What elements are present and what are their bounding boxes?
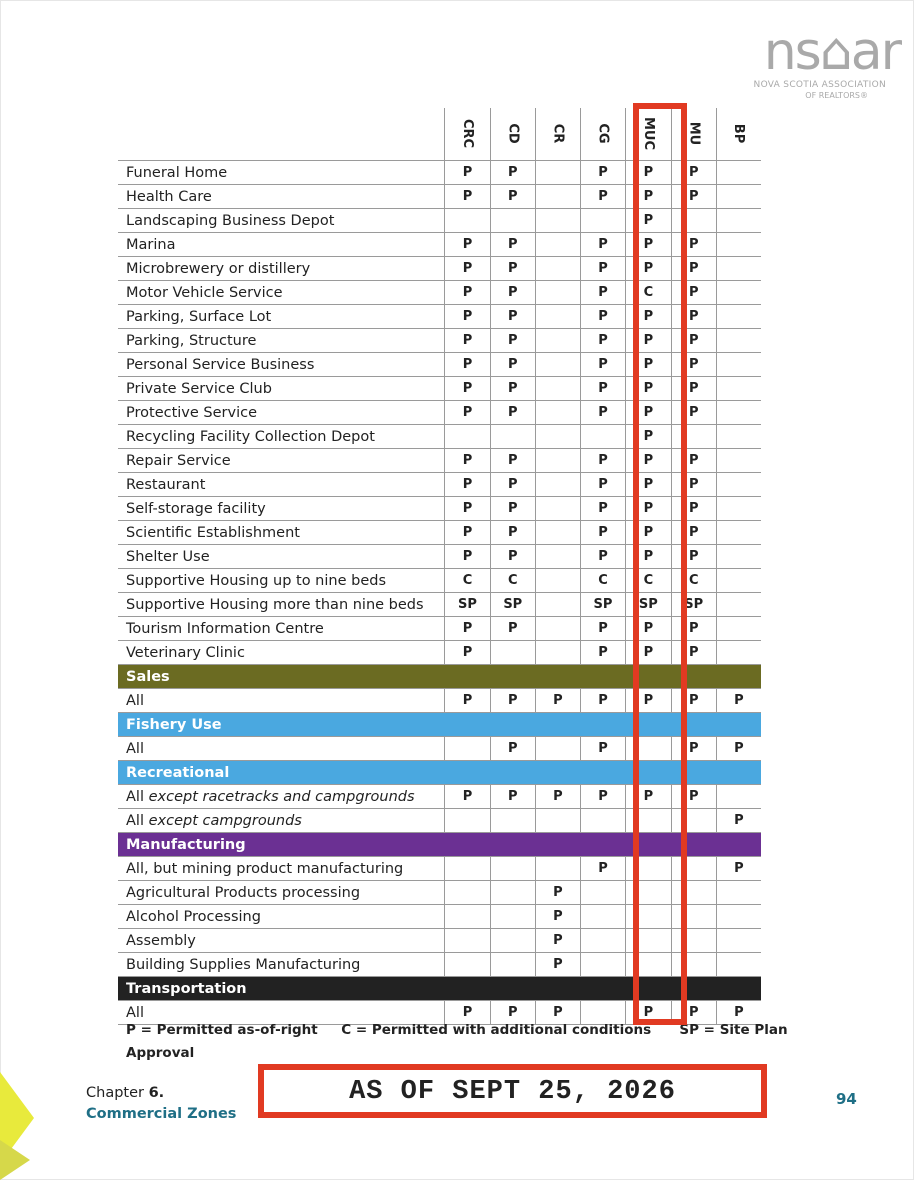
permission-cell-cr [535,305,580,329]
column-header-label: CG [595,123,611,144]
permission-cell-cg: P [580,281,625,305]
permission-cell-crc: P [445,185,490,209]
permission-cell-crc: P [445,257,490,281]
permission-cell-cd [490,953,535,977]
chapter-label [86,1085,164,1101]
use-label-text: Supportive Housing more than nine beds [126,596,424,613]
date-stamp: AS OF SEPT 25, 2026 [258,1064,767,1118]
permission-cell-cg: P [580,257,625,281]
permission-cell-cd: SP [490,593,535,617]
permission-cell-muc: P [626,209,672,233]
permission-cell-muc: P [626,641,672,665]
permission-cell-cg: P [580,785,625,809]
permission-cell-crc [445,905,490,929]
use-label [118,401,445,425]
permission-cell-bp: P [716,737,761,761]
permission-cell-cd: P [490,545,535,569]
category-label: Fishery Use [118,713,761,737]
permission-cell-muc: P [626,329,672,353]
column-header-label: MUC [640,116,656,151]
use-label [118,161,445,185]
use-label [118,497,445,521]
permission-cell-cg: P [580,185,625,209]
permission-cell-muc: P [626,1001,672,1025]
permission-cell-bp [716,497,761,521]
use-label-text: Landscaping Business Depot [126,212,335,229]
permission-cell-bp [716,401,761,425]
use-label-text: Restaurant [126,476,206,493]
permission-cell-crc: P [445,1001,490,1025]
use-label-text: Alcohol Processing [126,908,261,925]
use-label [118,905,445,929]
permission-cell-mu: P [671,1001,716,1025]
permission-cell-bp [716,209,761,233]
permission-cell-cg: P [580,233,625,257]
logo-mark: ns⌂ar [763,22,900,82]
use-label-text: Tourism Information Centre [126,620,324,637]
permission-cell-mu: P [671,545,716,569]
permission-cell-cr [535,257,580,281]
permission-cell-muc: C [626,281,672,305]
permission-cell-bp [716,569,761,593]
permission-cell-cd: P [490,449,535,473]
permission-cell-cr [535,521,580,545]
use-label [118,809,445,833]
permission-cell-cg [580,425,625,449]
permission-cell-cr [535,185,580,209]
permission-cell-muc: P [626,185,672,209]
permission-cell-cd [490,929,535,953]
permission-cell-cr [535,233,580,257]
category-label: Transportation [118,977,761,1001]
muc-column-highlight [633,103,687,1025]
permission-cell-cr [535,545,580,569]
permission-cell-muc: P [626,617,672,641]
chapter-number: 6. [148,1085,165,1101]
permission-cell-cd: C [490,569,535,593]
permission-cell-crc: P [445,401,490,425]
permission-cell-muc: P [626,545,672,569]
column-header-label: BP [731,123,747,144]
permission-cell-muc: P [626,305,672,329]
permission-cell-mu: P [671,785,716,809]
permission-cell-cd: P [490,521,535,545]
permission-cell-bp [716,593,761,617]
use-label-text: Funeral Home [126,164,228,181]
permission-cell-crc: P [445,545,490,569]
permission-cell-muc: P [626,233,672,257]
permission-cell-bp [716,473,761,497]
nsar-logo [740,24,900,100]
permission-cell-cg: P [580,617,625,641]
permission-cell-bp [716,161,761,185]
permission-cell-cg: P [580,377,625,401]
permission-cell-bp [716,353,761,377]
permission-cell-cr [535,809,580,833]
use-label [118,641,445,665]
permission-cell-mu: P [671,689,716,713]
column-header-crc [445,108,490,161]
permission-cell-crc: P [445,161,490,185]
permission-cell-cr [535,209,580,233]
permission-cell-cr [535,161,580,185]
permission-cell-bp: P [716,857,761,881]
permission-cell-crc: C [445,569,490,593]
permission-cell-cd: P [490,233,535,257]
permission-cell-cd: P [490,737,535,761]
permission-cell-crc [445,953,490,977]
permission-cell-bp [716,281,761,305]
use-label [118,593,445,617]
category-label: Recreational [118,761,761,785]
permission-cell-crc [445,425,490,449]
permission-cell-mu: SP [671,593,716,617]
permission-cell-muc: SP [626,593,672,617]
permission-cell-cr: P [535,1001,580,1025]
use-label [118,689,445,713]
use-label [118,233,445,257]
permission-cell-cg: C [580,569,625,593]
permission-cell-bp [716,449,761,473]
permission-cell-crc: P [445,785,490,809]
column-header-bp [716,108,761,161]
permission-cell-cg: P [580,473,625,497]
permission-cell-bp [716,305,761,329]
permission-cell-cg [580,1001,625,1025]
column-header-label: MU [686,121,702,146]
legend-line-1: P = Permitted as-of-right C = Permitted with additional conditions SP = Site Plan [126,1022,788,1038]
chapter-prefix: Chapter [86,1085,149,1101]
permission-cell-crc: P [445,233,490,257]
permission-cell-cd: P [490,185,535,209]
page-number: 94 [836,1090,857,1108]
use-label [118,569,445,593]
permission-cell-crc: P [445,497,490,521]
permission-cell-cg [580,881,625,905]
permission-cell-bp [716,953,761,977]
permission-cell-cr [535,353,580,377]
permission-cell-muc: P [626,497,672,521]
use-label-text: Protective Service [126,404,257,421]
permission-cell-cd: P [490,281,535,305]
use-label [118,281,445,305]
permission-cell-cg [580,905,625,929]
column-header-label: CD [505,123,521,144]
permission-cell-cr [535,473,580,497]
permission-cell-bp: P [716,1001,761,1025]
permission-cell-mu: P [671,305,716,329]
use-label-text: Health Care [126,188,212,205]
permission-cell-cd [490,641,535,665]
permission-cell-mu: P [671,497,716,521]
permission-cell-cd: P [490,689,535,713]
permission-cell-bp [716,329,761,353]
use-label-text: Repair Service [126,452,231,469]
permission-cell-crc [445,929,490,953]
permission-cell-cg: P [580,305,625,329]
permission-cell-cd [490,809,535,833]
category-label: Manufacturing [118,833,761,857]
permission-cell-mu: P [671,281,716,305]
permission-cell-mu: C [671,569,716,593]
use-label-qualifier: except campgrounds [148,812,302,829]
permission-cell-muc: P [626,449,672,473]
permission-cell-crc: P [445,617,490,641]
permission-cell-cd: P [490,377,535,401]
use-label-text: Parking, Surface Lot [126,308,272,325]
permission-cell-cr: P [535,929,580,953]
permission-cell-cg: P [580,545,625,569]
use-label [118,353,445,377]
permission-cell-cd [490,857,535,881]
permission-cell-cd: P [490,1001,535,1025]
permission-cell-cr [535,449,580,473]
permission-cell-cd: P [490,329,535,353]
permission-cell-cd: P [490,497,535,521]
permission-cell-mu: P [671,641,716,665]
permission-cell-mu: P [671,353,716,377]
use-label-text: Supportive Housing up to nine beds [126,572,387,589]
permission-cell-cd: P [490,353,535,377]
permission-cell-crc [445,209,490,233]
use-label [118,857,445,881]
permission-cell-muc: P [626,425,672,449]
use-label [118,953,445,977]
permission-cell-muc: P [626,257,672,281]
use-label-text: Scientific Establishment [126,524,300,541]
use-label-text: All [126,812,149,829]
permission-cell-mu: P [671,233,716,257]
permission-cell-crc: P [445,521,490,545]
permission-cell-cg: P [580,449,625,473]
permission-cell-cg: P [580,329,625,353]
permission-cell-cr [535,401,580,425]
permission-cell-mu: P [671,329,716,353]
permission-cell-bp [716,881,761,905]
permission-cell-crc: P [445,305,490,329]
permission-cell-cr [535,617,580,641]
permission-cell-cd [490,425,535,449]
use-label [118,521,445,545]
permission-cell-cg [580,209,625,233]
permission-cell-cd: P [490,617,535,641]
permission-cell-bp [716,545,761,569]
use-label-text: Agricultural Products processing [126,884,361,901]
use-label [118,305,445,329]
permission-cell-muc: P [626,689,672,713]
permission-cell-crc [445,857,490,881]
permission-cell-mu: P [671,161,716,185]
logo-line-2: OF REALTORS® [805,91,868,100]
legend-line-2: Approval [126,1045,195,1061]
use-label-text: All [126,1004,144,1021]
permission-cell-cg: P [580,353,625,377]
use-label [118,377,445,401]
column-header-label: CRC [459,118,475,149]
category-label: Sales [118,665,761,689]
permission-cell-bp [716,425,761,449]
use-label-text: All [126,788,149,805]
permission-cell-bp [716,521,761,545]
permission-cell-bp [716,185,761,209]
permission-cell-crc [445,737,490,761]
permission-cell-muc: P [626,473,672,497]
permission-cell-crc: P [445,473,490,497]
permission-cell-crc: P [445,329,490,353]
use-label-text: Shelter Use [126,548,210,565]
permission-cell-cd: P [490,305,535,329]
use-label-text: Parking, Structure [126,332,257,349]
decorative-triangle-lower [0,1140,30,1180]
permission-cell-muc: P [626,377,672,401]
use-label-text: Microbrewery or distillery [126,260,311,277]
use-label-text: Motor Vehicle Service [126,284,283,301]
permission-cell-crc: P [445,641,490,665]
permission-cell-mu: P [671,185,716,209]
permission-cell-crc: P [445,353,490,377]
permission-cell-mu: P [671,521,716,545]
use-label-text: Veterinary Clinic [126,644,245,661]
permission-cell-muc: P [626,785,672,809]
use-label-text: Building Supplies Manufacturing [126,956,361,973]
permission-cell-bp [716,641,761,665]
use-label [118,929,445,953]
use-label-qualifier: except racetracks and campgrounds [148,788,415,805]
permission-cell-cr [535,329,580,353]
permission-cell-bp: P [716,689,761,713]
permission-cell-cd: P [490,401,535,425]
permission-cell-muc: P [626,401,672,425]
permission-cell-cg: P [580,497,625,521]
permission-cell-muc: P [626,353,672,377]
permission-cell-bp [716,905,761,929]
use-label [118,209,445,233]
permission-cell-cg: P [580,161,625,185]
column-header-cr [535,108,580,161]
permission-cell-cg [580,953,625,977]
permission-cell-crc: P [445,689,490,713]
use-label [118,617,445,641]
permission-cell-cr [535,377,580,401]
permission-cell-cd: P [490,473,535,497]
permission-cell-cr [535,641,580,665]
permission-cell-bp [716,785,761,809]
permission-cell-cg: P [580,737,625,761]
permission-cell-cr: P [535,905,580,929]
permission-cell-mu: P [671,401,716,425]
use-label [118,425,445,449]
permission-cell-cg [580,809,625,833]
use-label [118,449,445,473]
permission-cell-crc [445,881,490,905]
permission-cell-muc: C [626,569,672,593]
use-label-text: All, but mining product manufacturing [126,860,404,877]
header-blank [118,108,445,161]
permission-cell-mu: P [671,377,716,401]
use-label-text: All [126,692,144,709]
permission-cell-cr [535,737,580,761]
permission-cell-cg: P [580,857,625,881]
permission-cell-bp [716,257,761,281]
permission-cell-mu: P [671,617,716,641]
use-label-text: Private Service Club [126,380,272,397]
permission-cell-cd: P [490,161,535,185]
permission-cell-crc: P [445,449,490,473]
permission-cell-bp: P [716,809,761,833]
use-label [118,785,445,809]
column-header-cd [490,108,535,161]
permission-cell-cr [535,857,580,881]
use-label [118,545,445,569]
permission-cell-cr [535,569,580,593]
column-header-label: CR [550,123,566,144]
permission-cell-cd [490,881,535,905]
permission-cell-muc: P [626,521,672,545]
permission-cell-mu: P [671,737,716,761]
use-label-text: Marina [126,236,176,253]
permission-cell-mu: P [671,473,716,497]
permission-cell-cr [535,425,580,449]
permission-cell-bp [716,233,761,257]
permission-cell-cg: P [580,401,625,425]
permission-cell-mu: P [671,449,716,473]
permission-cell-crc: P [445,281,490,305]
section-title: Commercial Zones [86,1106,237,1122]
permission-cell-cr [535,281,580,305]
use-label-text: Assembly [126,932,196,949]
permission-cell-cg: P [580,641,625,665]
permission-cell-crc: P [445,377,490,401]
use-label [118,329,445,353]
permission-cell-cg: P [580,689,625,713]
permission-cell-cr: P [535,881,580,905]
permission-cell-cd: P [490,257,535,281]
permission-cell-bp [716,377,761,401]
use-label [118,473,445,497]
permission-cell-bp [716,929,761,953]
use-label [118,737,445,761]
permission-cell-cr [535,497,580,521]
permission-cell-cr: P [535,785,580,809]
use-label [118,881,445,905]
permission-cell-cd [490,209,535,233]
permission-cell-muc: P [626,161,672,185]
permission-cell-cd [490,905,535,929]
permission-cell-cr: P [535,689,580,713]
permission-cell-bp [716,617,761,641]
column-header-cg [580,108,625,161]
permission-cell-cr [535,593,580,617]
permission-cell-crc: SP [445,593,490,617]
use-label-text: All [126,740,144,757]
use-label [118,257,445,281]
permission-cell-mu: P [671,257,716,281]
permission-cell-crc [445,809,490,833]
permission-cell-cr: P [535,953,580,977]
use-label [118,185,445,209]
permission-cell-cd: P [490,785,535,809]
permission-cell-cg: SP [580,593,625,617]
use-label-text: Recycling Facility Collection Depot [126,428,375,445]
permission-cell-cg [580,929,625,953]
use-label-text: Self-storage facility [126,500,266,517]
use-label-text: Personal Service Business [126,356,315,373]
logo-line-1: NOVA SCOTIA ASSOCIATION [753,80,886,90]
use-label [118,1001,445,1025]
permission-cell-cg: P [580,521,625,545]
